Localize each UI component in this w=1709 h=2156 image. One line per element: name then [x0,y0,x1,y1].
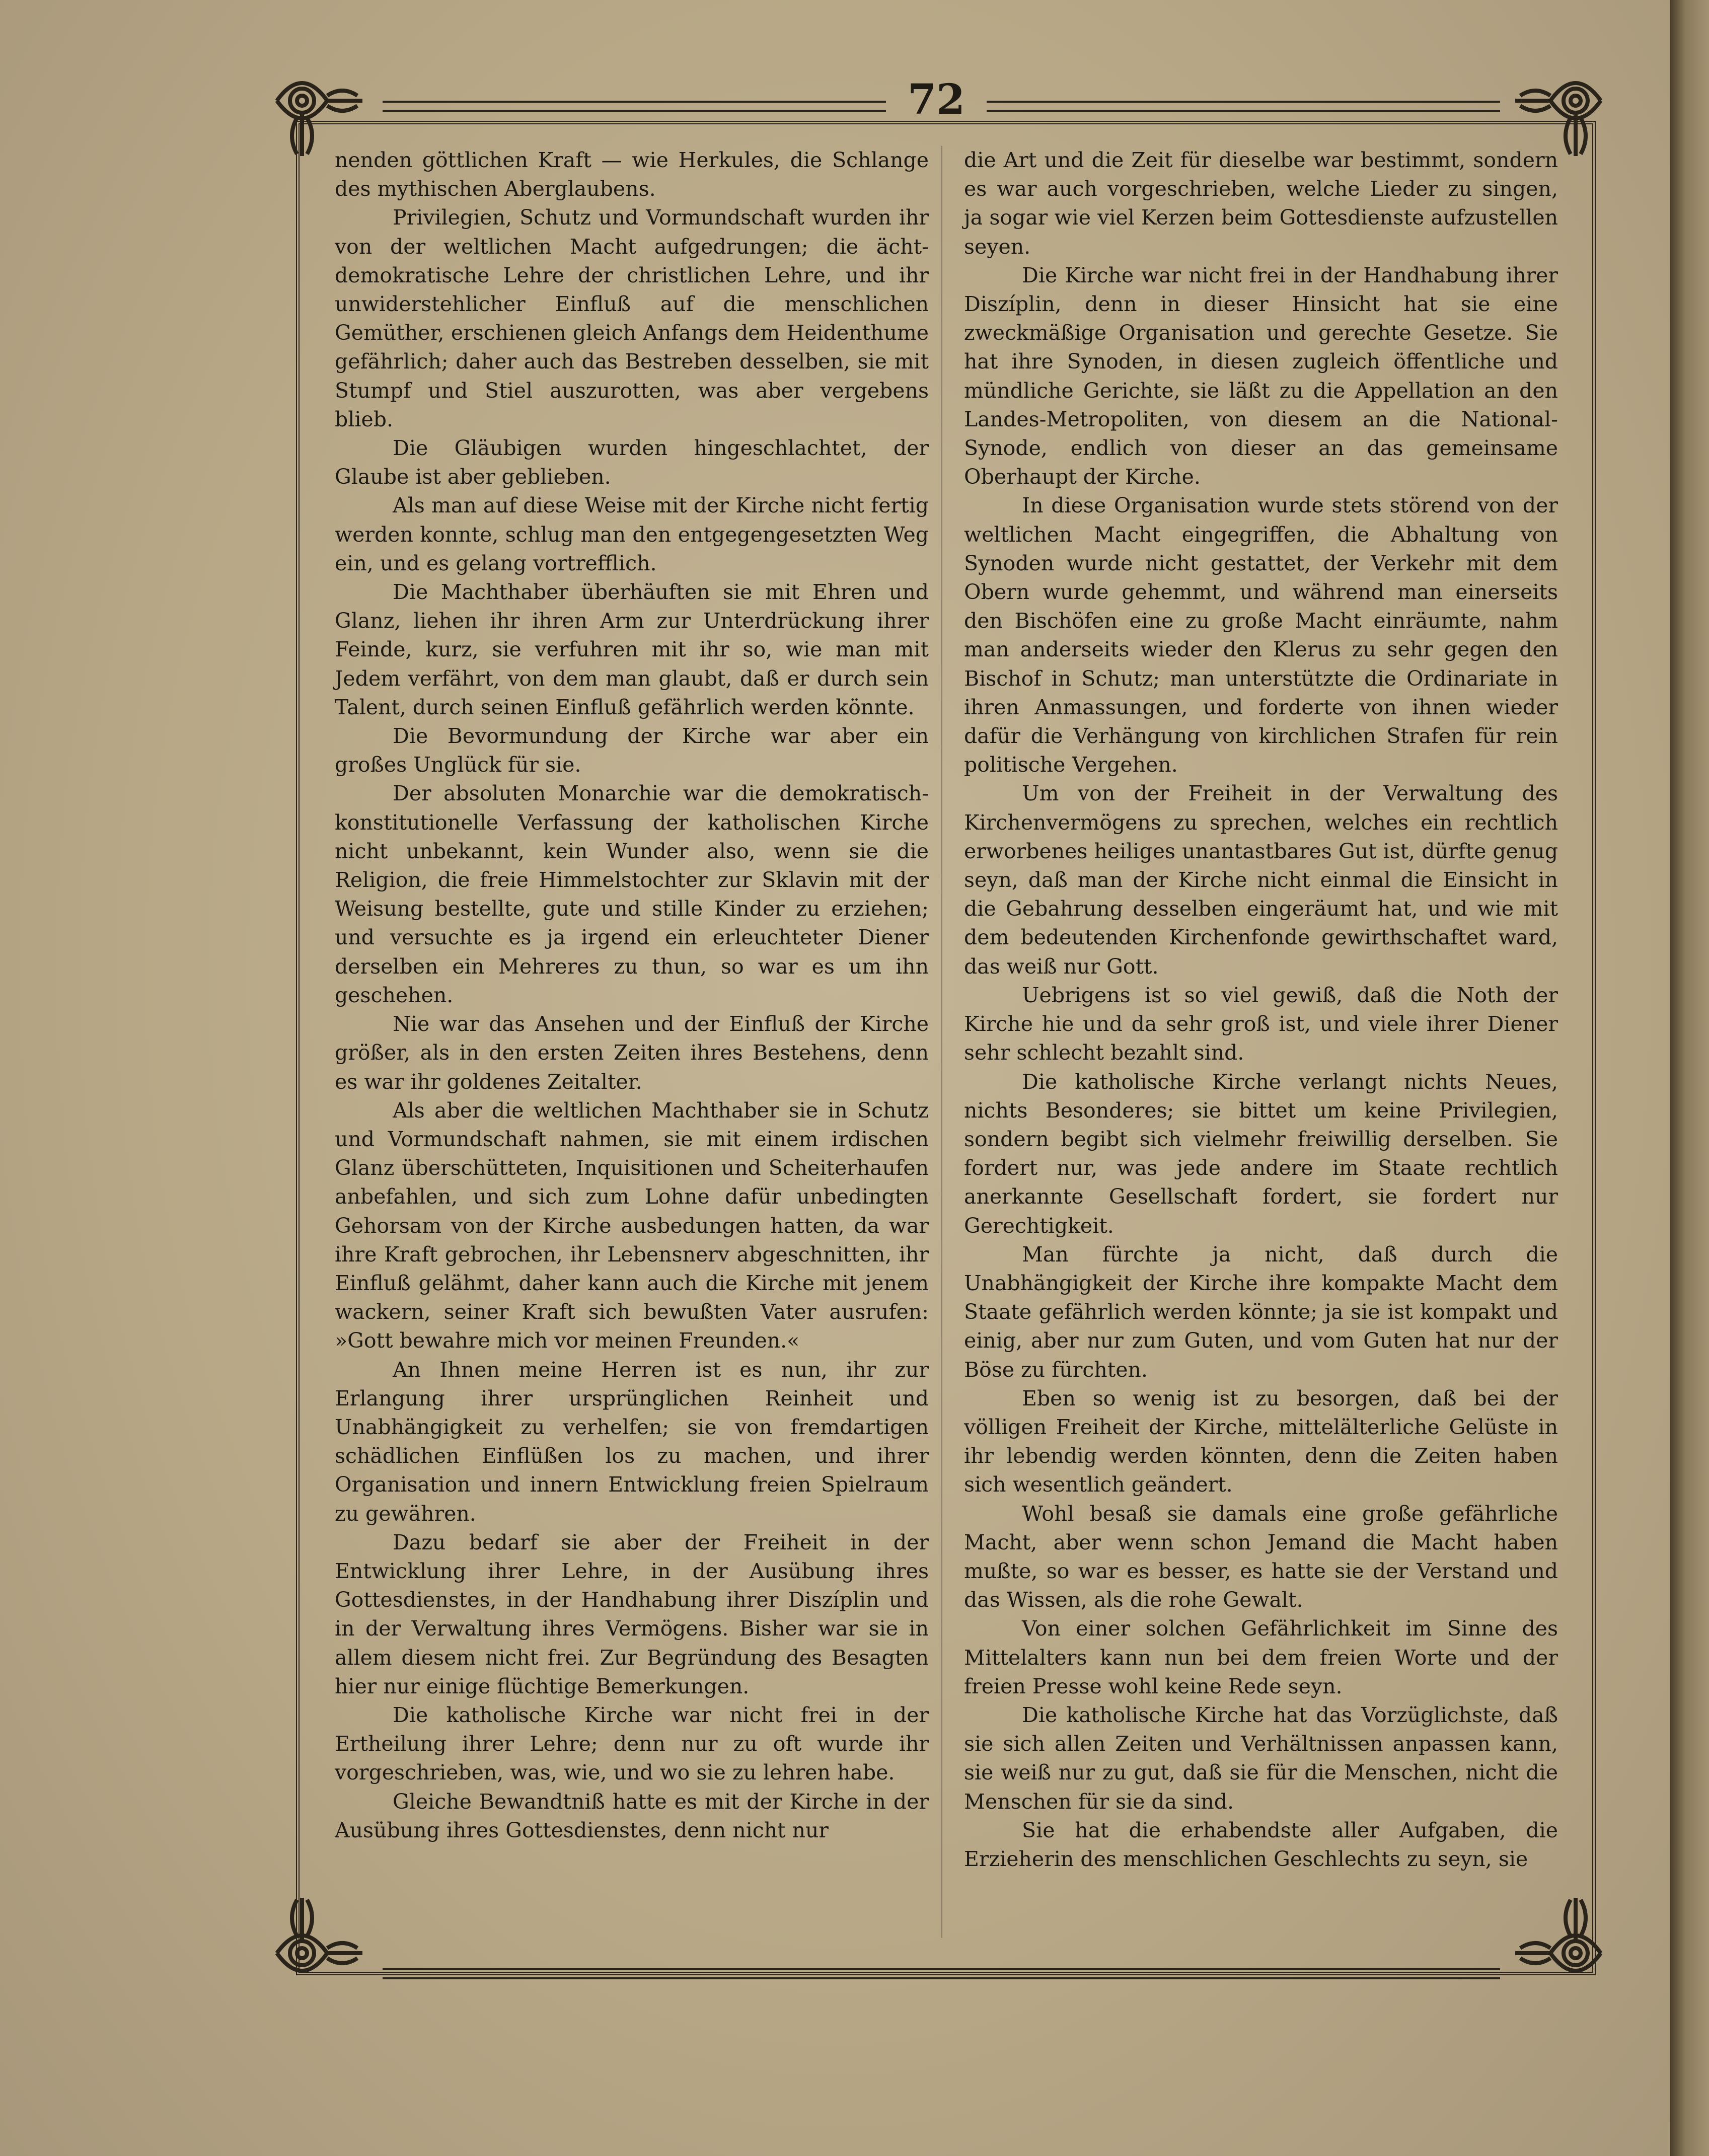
paragraph: die Art und die Zeit für dieselbe war bestimmt, sondern es war auch vorgeschrieben, welche Lieder zu singen, ja sogar wie viel Kerzen beim Gottesdienste aufzustellen seyen. [964,148,1558,259]
paragraph: Uebrigens ist so viel gewiß, daß die Noth der Kirche hie und da sehr groß ist, und viele ihrer Diener sehr schlecht bezahlt sind. [964,983,1558,1065]
paragraph: Nie war das Ansehen und der Einfluß der Kirche größer, als in den ersten Zeiten ihres Bestehens, denn es war ihr goldenes Zeitalter. [335,1012,929,1094]
paragraph: Die Kirche war nicht frei in der Handhabung ihrer Diszíplin, denn in dieser Hinsicht hat sie eine zweckmäßige Organisation und gerechte Gesetze. Sie hat ihre Synoden, in diesen zugleich öffentliche und mündliche Gerichte, sie läßt zu die Appellation an den Landes-Metropoliten, von diesem an die National-Synode, endlich von dieser an das gemeinsame Oberhaupt der Kirche. [964,263,1558,489]
paragraph: Wohl besaß sie damals eine große gefährliche Macht, aber wenn schon Jemand die Macht haben mußte, so war es besser, es hatte sie der Verstand und das Wissen, als die rohe Gewalt. [964,1501,1558,1612]
right-text-column [964,146,1558,1874]
paragraph: Als aber die weltlichen Machthaber sie in Schutz und Vormundschaft nahmen, sie mit einem irdischen Glanz überschütteten, Inquisitionen und Scheiterhaufen anbefahlen, und sich zum Lohne dafür unbedingten Gehorsam von der Kirche ausbedungen hatten, da war ihre Kraft gebrochen, ihr Lebensnerv abgeschnitten, ihr Einfluß gelähmt, daher kann auch die Kirche mit jenem wackern, seiner Kraft sich bewußten Vater ausrufen: »Gott bewahre mich vor meinen Freunden.« [335,1098,929,1353]
header-rule-right [987,101,1500,112]
header-rule-left [383,101,886,112]
left-text-column [335,146,929,1845]
column-divider [941,146,942,1938]
paragraph: Die katholische Kirche hat das Vorzüglichste, daß sie sich allen Zeiten und Verhältnissen anpassen kann, sie weiß nur zu gut, daß sie für die Menschen, nicht die Menschen für sie da sind. [964,1702,1558,1814]
paragraph: Die Gläubigen wurden hingeschlachtet, der Glaube ist aber geblieben. [335,436,929,489]
paragraph: Als man auf diese Weise mit der Kirche nicht fertig werden konnte, schlug man den entgegengesetzten Weg ein, und es gelang vortrefflich. [335,493,929,575]
paragraph: Eben so wenig ist zu besorgen, daß bei der völligen Freiheit der Kirche, mittelälterliche Gelüste in ihr lebendig werden könnten, denn die Zeiten haben sich wesentlich geändert. [964,1386,1558,1497]
ornament-corner-icon [267,55,367,156]
paragraph: Gleiche Bewandtniß hatte es mit der Kirche in der Ausübung ihres Gottesdienstes, denn nicht nur [335,1789,929,1842]
paragraph: Privilegien, Schutz und Vormundschaft wurden ihr von der weltlichen Macht aufgedrungen; die ächt-demokratische Lehre der christlichen Lehre, und ihr unwiderstehlicher Einfluß auf die menschlichen Gemüther, erschienen gleich Anfangs dem Heidenthume gefährlich; daher auch das Bestreben desselben, sie mit Stumpf und Stiel auszurotten, was aber vergebens blieb. [335,205,929,431]
paragraph: An Ihnen meine Herren ist es nun, ihr zur Erlangung ihrer ursprünglichen Reinheit und Unabhängigkeit zu verhelfen; sie von fremdartigen schädlichen Einflüßen los zu machen, und ihrer Organisation und innern Entwicklung freien Spielraum zu gewähren. [335,1357,929,1526]
page-number: 72 [907,76,965,124]
paragraph: Der absoluten Monarchie war die demokratisch-konstitutionelle Verfassung der katholischen Kirche nicht unbekannt, kein Wunder also, wenn sie die Religion, die freie Himmelstochter zur Sklavin mit der Weisung bestellte, gute und stille Kinder zu erziehen; und versuchte es ja irgend ein erleuchteter Diener derselben ein Mehreres zu thun, so war es um ihn geschehen. [335,781,929,1007]
paragraph: Die katholische Kirche war nicht frei in der Ertheilung ihrer Lehre; denn nur zu oft wurde ihr vorgeschrieben, was, wie, und wo sie zu lehren habe. [335,1702,929,1785]
footer-rule [383,1968,1500,1979]
paragraph: Dazu bedarf sie aber der Freiheit in der Entwicklung ihrer Lehre, in der Ausübung ihres Gottesdienstes, in der Handhabung ihrer Diszíplin und in der Verwaltung ihres Vermögens. Bisher war sie in allem diesem nicht frei. Zur Begründung des Besagten hier nur einige flüchtige Bemerkungen. [335,1530,929,1698]
paragraph: Von einer solchen Gefährlichkeit im Sinne des Mittelalters kann nun bei dem freien Worte und der freien Presse wohl keine Rede seyn. [964,1616,1558,1698]
paragraph: Sie hat die erhabendste aller Aufgaben, die Erzieherin des menschlichen Geschlechts zu seyn, sie [964,1818,1558,1871]
paragraph: Die Machthaber überhäuften sie mit Ehren und Glanz, liehen ihr ihren Arm zur Unterdrückung ihrer Feinde, kurz, sie verfuhren mit ihr so, wie man mit Jedem verfährt, von dem man glaubt, daß er durch sein Talent, durch seinen Einfluß gefährlich werden könnte. [335,580,929,719]
paragraph: In diese Organisation wurde stets störend von der weltlichen Macht eingegriffen, die Abhaltung von Synoden wurde nicht gestattet, der Verkehr mit dem Obern wurde gehemmt, und während man einerseits den Bischöfen eine zu große Macht einräumte, nahm man anderseits wieder den Klerus zu sehr gegen den Bischof in Schutz; man unterstützte die Ordinariate in ihren Anmassungen, und forderte von ihnen wieder dafür die Verhängung von kirchlichen Strafen für rein politische Vergehen. [964,493,1558,777]
ornament-corner-icon [267,1898,367,1998]
ornament-corner-icon [1510,55,1611,156]
paragraph: nenden göttlichen Kraft — wie Herkules, die Schlange des mythischen Aberglaubens. [335,148,929,201]
paragraph: Um von der Freiheit in der Verwaltung des Kirchenvermögens zu sprechen, welches ein rechtlich erworbenes heiliges unantastbares Gut ist, dürfte genug seyn, daß man der Kirche nicht einmal die Einsicht in die Gebahrung desselben eingeräumt hat, und wie mit dem bedeutenden Kirchenfonde gewirthschaftet ward, das weiß nur Gott. [964,781,1558,979]
adjacent-page-edge [1670,0,1709,2156]
paragraph: Man fürchte ja nicht, daß durch die Unabhängigkeit der Kirche ihre kompakte Macht dem Staate gefährlich werden könnte; ja sie ist kompakt und einig, aber nur zum Guten, und vom Guten hat nur der Böse zu fürchten. [964,1242,1558,1382]
paragraph: Die Bevormundung der Kirche war aber ein großes Unglück für sie. [335,724,929,777]
paragraph: Die katholische Kirche verlangt nichts Neues, nichts Besonderes; sie bittet um keine Privilegien, sondern begibt sich vielmehr freiwillig derselben. Sie fordert nur, was jede andere im Staate rechtlich anerkannte Gesellschaft fordert, sie fordert nur Gerechtigkeit. [964,1069,1558,1238]
ornament-corner-icon [1510,1898,1611,1998]
